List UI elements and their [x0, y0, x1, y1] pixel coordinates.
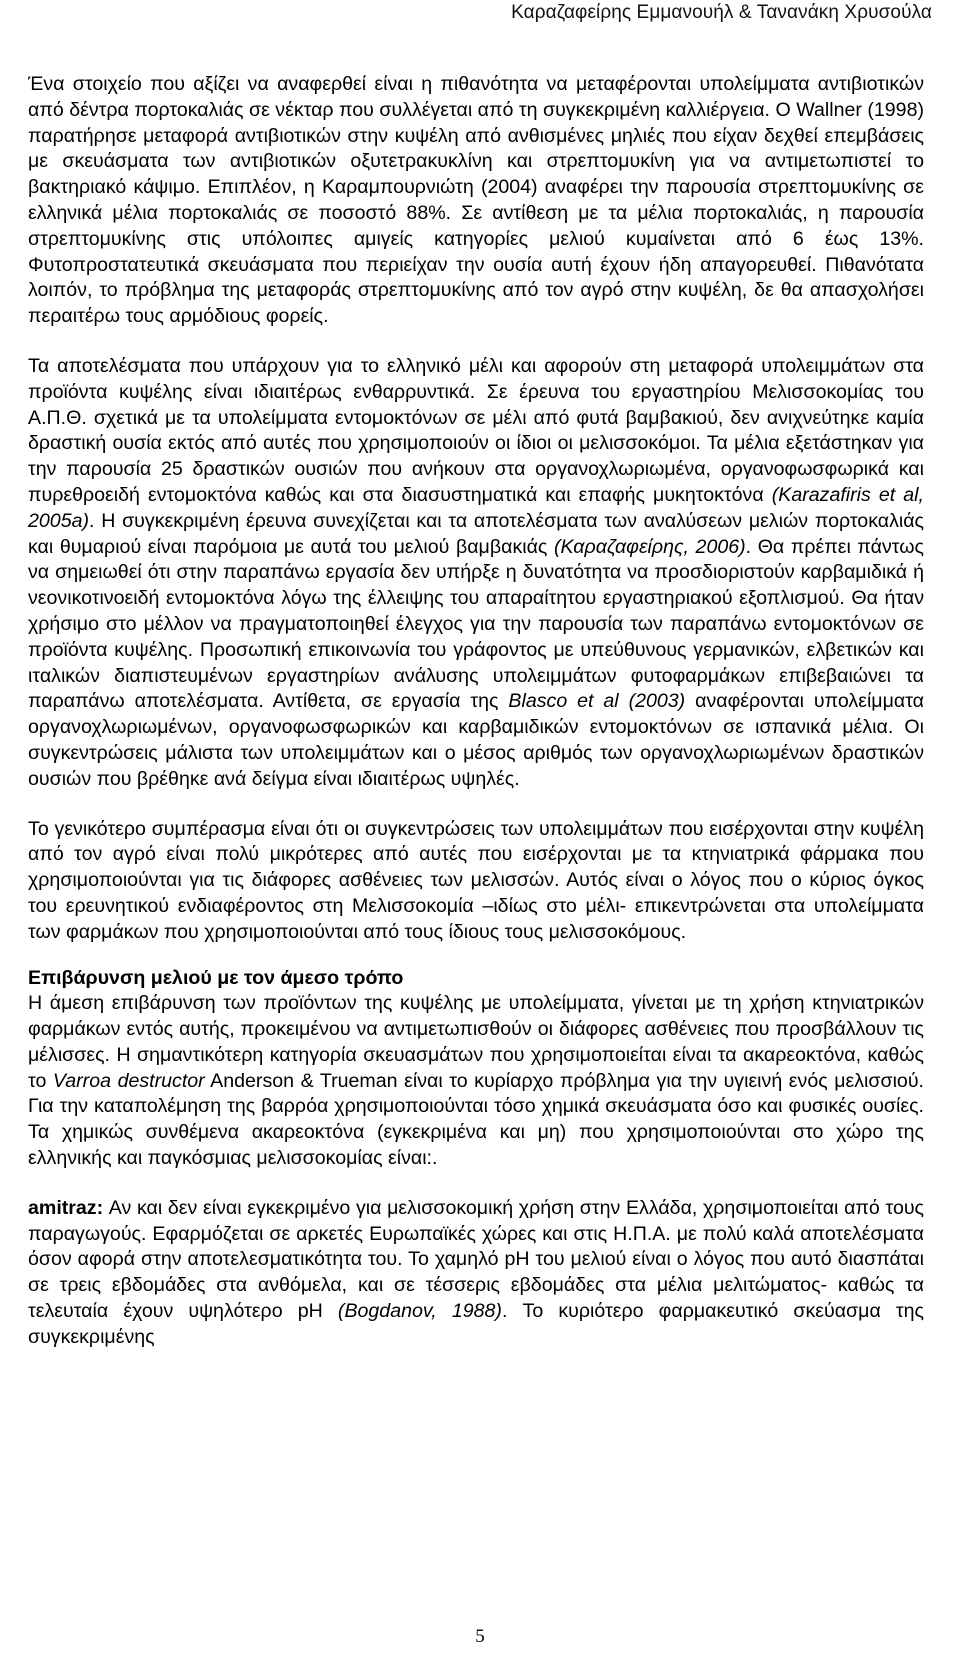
paragraph-text: Το γενικότερο συμπέρασμα είναι ότι οι συγκεντρώσεις των υπολειμμάτων που εισέρχονται στην κυψέλη από τον αγρό είναι πολύ μικρότερες από αυτές που εισέρχονται με τα κτηνιατρικά φάρμακα που χρησιμοποιούνται για τις διάφορες ασθένειες των μελισσών. Αυτός είναι ο λόγος που ο κύριος όγκος του ερευνητικού ενδιαφέροντος στη Μελισσοκομία –ιδίως στο μέλι- επικεντρώνεται στα υπολείμματα των φαρμάκων που χρησιμοποιούνται από τους ίδιους τους μελισσοκόμους. — [28, 817, 924, 943]
paragraph-text: . Το κυριότερο φαρμακευτικό σκεύασμα της συγκεκριμένης — [28, 1300, 924, 1348]
section-direct-burden — [28, 966, 924, 1172]
paragraph-amitraz — [28, 1196, 924, 1351]
citation: (Καραζαφείρης, 2006) — [553, 535, 746, 558]
species-name: Varroa destructor — [52, 1069, 205, 1092]
paragraph-text: Η άμεση επιβάρυνση των προϊόντων της κυψέλης με υπολείμματα, γίνεται με τη χρήση κτηνιατρικών φαρμάκων εντός αυτής, προκειμένου να αντιμετωπισθούν οι διάφορες ασθένειες που προσβάλλουν τις μέλισσες. Η σημαντικότερη κατηγορία σκευασμάτων που χρησιμοποιείται είναι τα ακαρεοκτόνα, καθώς το — [28, 992, 924, 1092]
paragraph-text: αναφέρονται υπολείμματα οργανοχλωριωμένων, οργανοφωσφωρικών και καρβαμιδικών εντομοκτόνων σε ισπανικά μέλια. Οι συγκεντρώσεις μάλιστα των υπολειμμάτων και ο μέσος αριθμός των οργανοχλωριωμένων δραστικών ουσιών που βρέθηκε ανά δείγμα είναι ιδιαιτέρως υψηλές. — [28, 690, 924, 790]
paragraph-text: Τα αποτελέσματα που υπάρχουν για το ελληνικό μέλι και αφορούν στη μεταφορά υπολειμμάτων στα προϊόντα κυψέλης είναι ιδιαιτέρως ενθαρρυντικά. Σε έρευνα του εργαστηρίου Μελισσοκομίας του Α.Π.Θ. σχετικά με τα υπολείμματα εντομοκτόνων σε μέλι από φυτά βαμβακιού, δεν ανιχνεύτηκε καμία δραστική ουσία εκτός από αυτές που χρησιμοποιούν οι ίδιοι οι μελισσοκόμοι. Τα μέλια εξετάστηκαν για την παρουσία 25 δραστικών ουσιών που ανήκουν στα οργανοχλωριωμένα, οργανοφωσφωρικά και πυρεθροειδή εντομοκτόνα καθώς και στα διασυστηματικά και επαφής μυκητοκτόνα — [28, 354, 924, 506]
paragraph-text: Anderson & Trueman είναι το κυρίαρχο πρόβλημα για την υγιεινή ενός μελισσιού. Για την καταπολέμηση της βαρρόα χρησιμοποιούνται τόσο χημικά σκευάσματα όσο και φυσικές ουσίες. Τα χημικώς συνθέμενα ακαρεοκτόνα (εγκεκριμένα και μη) που χρησιμοποιούνται στο χώρο της ελληνικής και παγκόσμιας μελισσοκομίας είναι:. — [28, 1069, 924, 1170]
term-amitraz: amitraz: — [28, 1196, 104, 1219]
paragraph-conclusion — [28, 817, 924, 946]
section-heading: Επιβάρυνση μελιού με τον άμεσο τρόπο — [28, 966, 404, 989]
paragraph-antibiotics — [28, 72, 924, 330]
running-header: Καραζαφείρης Εμμανουήλ & Τανανάκη Χρυσούλα — [511, 2, 932, 23]
paragraph-text: . Θα πρέπει πάντως να σημειωθεί ότι στην παραπάνω εργασία δεν υπήρξε η δυνατότητα να προσδιοριστούν καρβαμιδικά ή νεονικοτινοειδή εντομοκτόνα λόγω της έλλειψης του απαραίτητου εργαστηριακού εξοπλισμού. Θα ήταν χρήσιμο στο μέλλον να πραγματοποιηθεί έλεγχος για την παρουσία των παραπάνω εντομοκτόνων σε προϊόντα κυψέλης. Προσωπική επικοινωνία του γράφοντος με υπεύθυνους γερμανικών, ελβετικών και ιταλικών διαπιστευμένων εργαστηρίων ανάλυσης υπολειμμάτων φυτοφαρμάκων επιβεβαιώνει τα παραπάνω αποτελέσματα. Αντίθετα, σε εργασία της — [28, 535, 924, 713]
page-number: 5 — [475, 1626, 485, 1647]
document-body — [28, 72, 924, 1375]
citation: (Bogdanov, 1988) — [337, 1300, 502, 1323]
paragraph-text: Ένα στοιχείο που αξίζει να αναφερθεί είναι η πιθανότητα να μεταφέρονται υπολείμματα αντιβιοτικών από δέντρα πορτοκαλιάς σε νέκταρ που συλλέγεται από τη συγκεκριμένη καλλιέργεια. Ο Wallner (1998) παρατήρησε μεταφορά αντιβιοτικών στην κυψέλη από ανθισμένες μηλιές που είχαν δεχθεί επεμβάσεις με σκευάσματα των αντιβιοτικών οξυτετρακυκλίνη και στρεπτομυκίνη για να αντιμετωπιστεί το βακτηριακό κάψιμο. Επιπλέον, η Καραμπουρνιώτη (2004) αναφέρει την παρουσία στρεπτομυκίνης σε ελληνικά μέλια πορτοκαλιάς σε ποσοστό 88%. Σε αντίθεση με τα μέλια πορτοκαλιάς, η παρουσία στρεπτομυκίνης στις υπόλοιπες αμιγείς κατηγορίες μελιού κυμαίνεται από 6 έως 13%. Φυτοπροστατευτικά σκευάσματα που περιείχαν την ουσία αυτή έχουν ήδη απαγορευθεί. Πιθανότατα λοιπόν, το πρόβλημα της μεταφοράς στρεπτομυκίνης από τον αγρό στην κυψέλη, δε θα απασχολήσει περαιτέρω τους αρμόδιους φορείς. — [28, 73, 924, 328]
paragraph-greek-honey-results — [28, 354, 924, 793]
paragraph-text: . Η συγκεκριμένη έρευνα συνεχίζεται και τα αποτελέσματα των αναλύσεων μελιών πορτοκαλιάς και θυμαριού είναι παρόμοια με αυτά του μελιού βαμβακιάς — [28, 509, 924, 558]
paragraph-text: Αν και δεν είναι εγκεκριμένο για μελισσοκομική χρήση στην Ελλάδα, χρησιμοποιείται από τους παραγωγούς. Εφαρμόζεται σε αρκετές Ευρωπαϊκές χώρες και στις Η.Π.Α. με πολύ καλά αποτελέσματα όσον αφορά στην αποτελεσματικότητα του. Το χαμηλό pH του μελιού είναι ο λόγος που αυτό διασπάται σε τρεις εβδομάδες στα ανθόμελα, και σε τέσσερις εβδομάδες στα μέλια μελιτώματος- καθώς τα τελευταία έχουν υψηλότερο pH — [28, 1196, 924, 1323]
citation: Blasco et al (2003) — [508, 690, 686, 713]
citation: (Karazafiris et al, 2005a) — [28, 483, 924, 532]
